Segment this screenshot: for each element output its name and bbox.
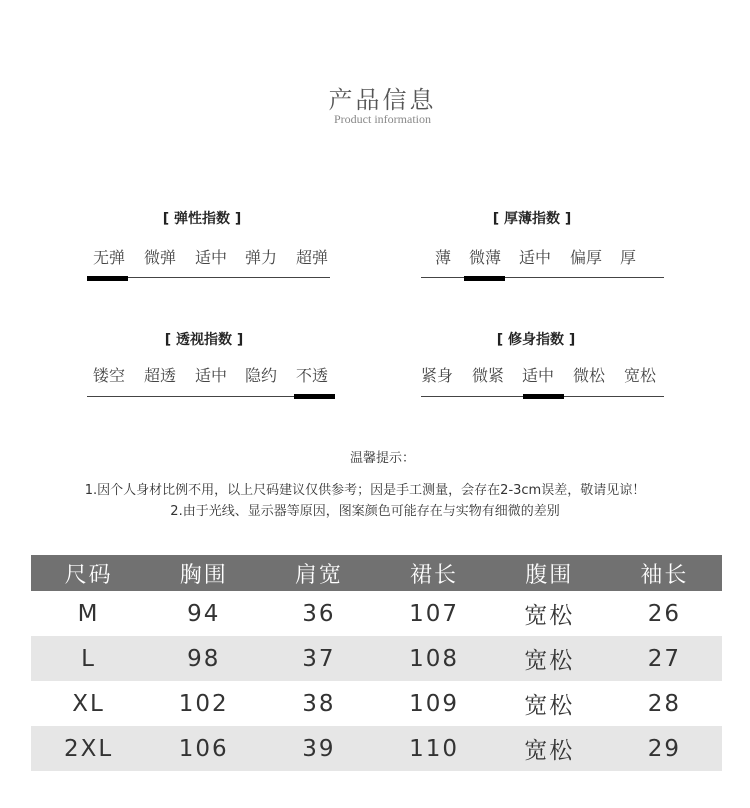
cell-bust: 106 [146, 726, 261, 771]
thickness-option: 适中 [518, 248, 551, 267]
fit-index-title: [ 修身指数 ] [496, 332, 576, 348]
cell-size: L [31, 636, 146, 681]
transparency-option: 超透 [143, 366, 176, 385]
cell-bust: 94 [187, 600, 221, 627]
cell-waist: 宽松 [492, 636, 607, 681]
transparency-option: 适中 [194, 366, 227, 385]
header-size: 尺码 [31, 555, 146, 591]
header-waist: 腹围 [492, 555, 607, 591]
cell-shoulder: 37 [261, 636, 376, 681]
cell-dress-length: 107 [409, 600, 459, 627]
elasticity-option: 无弹 [92, 248, 125, 267]
transparency-option: 不透 [295, 366, 328, 385]
cell-dress-length: 110 [376, 726, 491, 771]
thickness-option: 薄 [434, 248, 451, 267]
thickness-option: 偏厚 [569, 248, 602, 267]
header-sleeve: 袖长 [607, 555, 722, 591]
fit-option: 微紧 [471, 366, 504, 385]
thickness-scale-line [421, 277, 664, 278]
transparency-index-title: [ 透视指数 ] [164, 332, 244, 348]
elasticity-selected-marker [87, 276, 128, 281]
size-table [31, 555, 722, 771]
transparency-option: 隐约 [244, 366, 277, 385]
cell-sleeve: 29 [607, 726, 722, 771]
thickness-selected-marker [464, 276, 505, 281]
page-title: 产品信息 [328, 86, 437, 114]
elasticity-option: 弹力 [244, 248, 277, 267]
transparency-selected-marker [294, 394, 335, 399]
header-shoulder: 肩宽 [261, 555, 376, 591]
cell-dress-length: 108 [376, 636, 491, 681]
cell-waist: 宽松 [524, 603, 575, 629]
elasticity-index-title: [ 弹性指数 ] [162, 211, 242, 227]
fit-option: 宽松 [623, 366, 656, 385]
cell-size: 2XL [31, 726, 146, 771]
fit-option: 微松 [572, 366, 605, 385]
elasticity-option: 微弹 [143, 248, 176, 267]
cell-sleeve: 27 [607, 636, 722, 681]
cell-waist: 宽松 [524, 693, 575, 719]
table-row [31, 636, 722, 681]
page-subtitle: Product information [334, 112, 431, 126]
thickness-index-title: [ 厚薄指数 ] [492, 211, 572, 227]
table-row [31, 726, 722, 771]
cell-size: XL [72, 690, 105, 717]
cell-shoulder: 38 [302, 690, 336, 717]
cell-bust: 102 [178, 690, 229, 717]
fit-option: 适中 [521, 366, 554, 385]
transparency-option: 镂空 [92, 366, 125, 385]
tip-line-2: 2.由于光线、显示器等原因，图案颜色可能存在与实物有细微的差别 [170, 504, 560, 519]
size-table-header [31, 555, 722, 591]
table-row [31, 591, 722, 636]
fit-selected-marker [523, 394, 564, 399]
header-bust: 胸围 [146, 555, 261, 591]
header-dress-length: 裙长 [376, 555, 491, 591]
cell-bust: 98 [146, 636, 261, 681]
tip-line-1: 1.因个人身材比例不用，以上尺码建议仅供参考；因是手工测量，会存在2-3cm误差，敬请见谅！ [84, 483, 646, 498]
cell-dress-length: 109 [409, 690, 459, 717]
fit-option: 紧身 [420, 366, 453, 385]
cell-shoulder: 39 [261, 726, 376, 771]
thickness-option: 厚 [619, 248, 636, 267]
tips-heading: 温馨提示： [349, 451, 415, 466]
cell-sleeve: 28 [647, 690, 682, 717]
cell-sleeve: 26 [647, 600, 682, 627]
thickness-option: 微薄 [468, 248, 501, 267]
elasticity-option: 适中 [194, 248, 227, 267]
table-row [31, 681, 722, 726]
cell-shoulder: 36 [302, 600, 336, 627]
cell-waist: 宽松 [492, 726, 607, 771]
cell-size: M [77, 600, 100, 627]
elasticity-option: 超弹 [295, 248, 328, 267]
